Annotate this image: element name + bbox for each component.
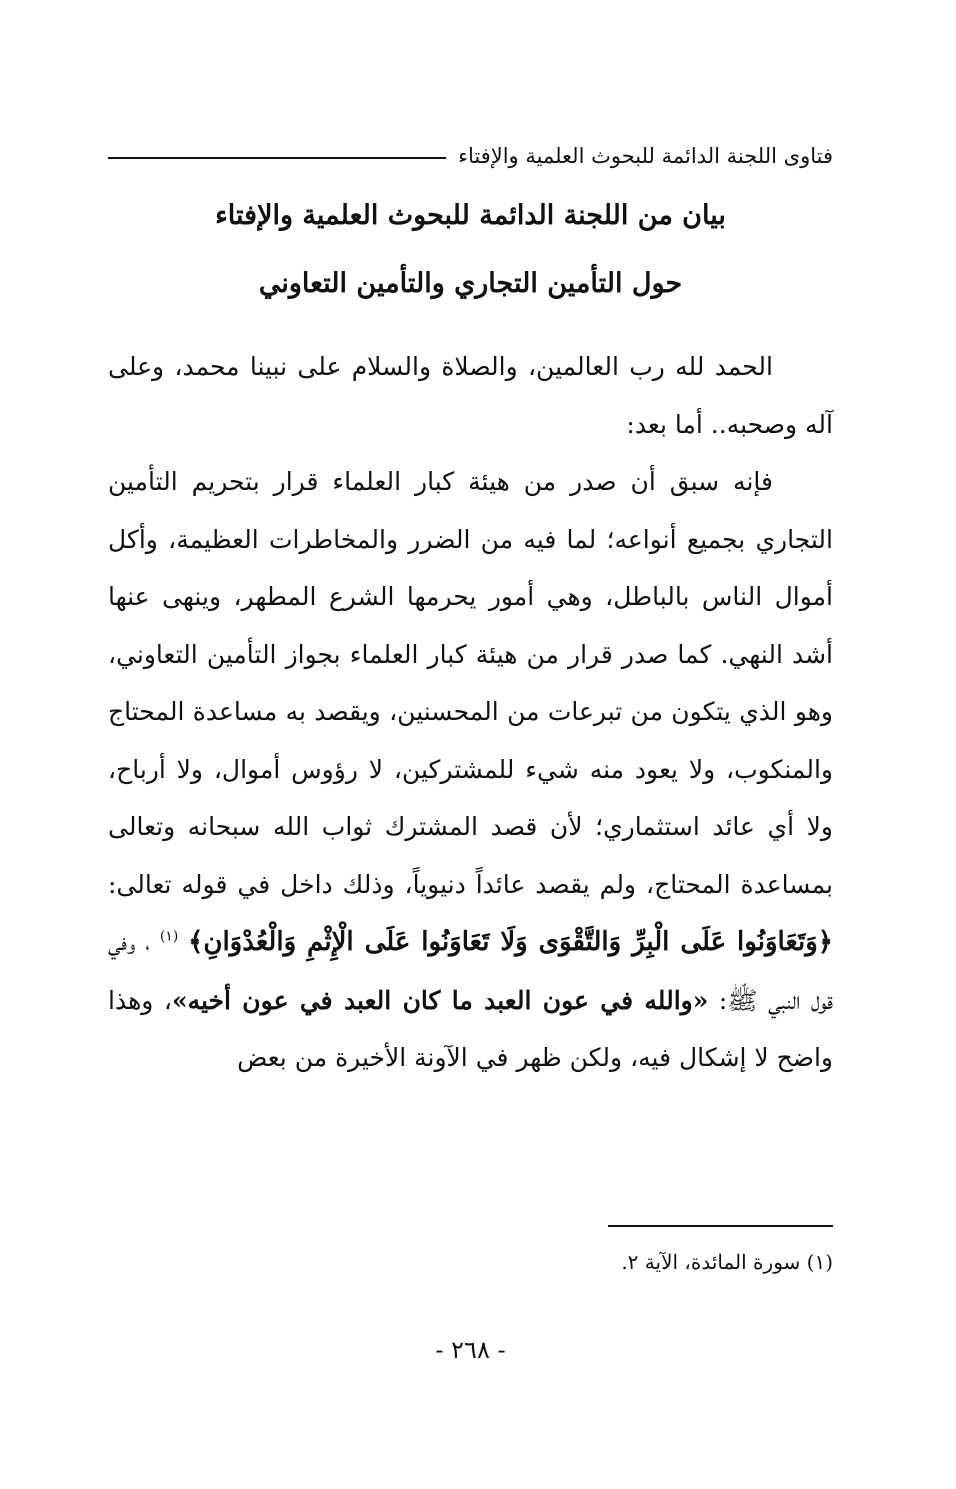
footnote-separator — [608, 1225, 833, 1227]
main-paragraph — [108, 453, 833, 1087]
hadith-quote: «والله في عون العبد ما كان العبد في عون أخيه» — [171, 985, 709, 1015]
quran-verse: ﴿وَتَعَاوَنُوا عَلَى الْبِرِّ وَالتَّقْوَى وَلَا تَعَاوَنُوا عَلَى الْإِثْمِ وَالْعُدْوَانِ﴾ — [188, 927, 833, 957]
statement-subtitle: حول التأمين التجاري والتأمين التعاوني — [258, 268, 683, 299]
running-header-title: فتاوى اللجنة الدائمة للبحوث العلمية والإفتاء — [458, 144, 833, 168]
header-rule — [108, 157, 446, 159]
paragraph-text-end: ، وهذا واضح لا إشكال فيه، ولكن ظهر في الآونة الأخيرة من بعض — [108, 985, 833, 1072]
page-number: - ٢٦٨ - — [435, 1336, 506, 1364]
running-header — [108, 138, 833, 174]
footnote-marker: (١) — [159, 928, 179, 945]
body-text — [108, 338, 833, 1087]
footnote: (١) سورة المائدة، الآية ٢. — [621, 1250, 833, 1274]
statement-title: بيان من اللجنة الدائمة للبحوث العلمية والإفتاء — [215, 200, 726, 231]
paragraph-text: فإنه سبق أن صدر من هيئة كبار العلماء قرار بتحريم التأمين التجاري بجميع أنواعه؛ لما فيه من الضرر والمخاطرات العظيمة، وأكل أموال الناس بالباطل، وهي أمور يحرمها الشرع المطهر، وينهى عنها أشد النهي. كما صدر قرار من هيئة كبار العلماء بجواز التأمين التعاوني، وهو الذي يتكون من تبرعات من المحسنين، ويقصد به مساعدة المحتاج والمنكوب، ولا يعود منه شيء للمشتركين، لا رؤوس أموال، ولا أرباح، ولا أي عائد استثماري؛ لأن قصد المشترك ثواب الله سبحانه وتعالى بمساعدة المحتاج، ولم يقصد عائداً دنيوياً، وذلك داخل في قوله تعالى: — [108, 467, 833, 899]
paragraph-text-continued: ، وفي قول النبي ﷺ: — [108, 927, 833, 1015]
opening-paragraph: الحمد لله رب العالمين، والصلاة والسلام على نبينا محمد، وعلى آله وصحبه.. أما بعد: — [108, 352, 833, 439]
